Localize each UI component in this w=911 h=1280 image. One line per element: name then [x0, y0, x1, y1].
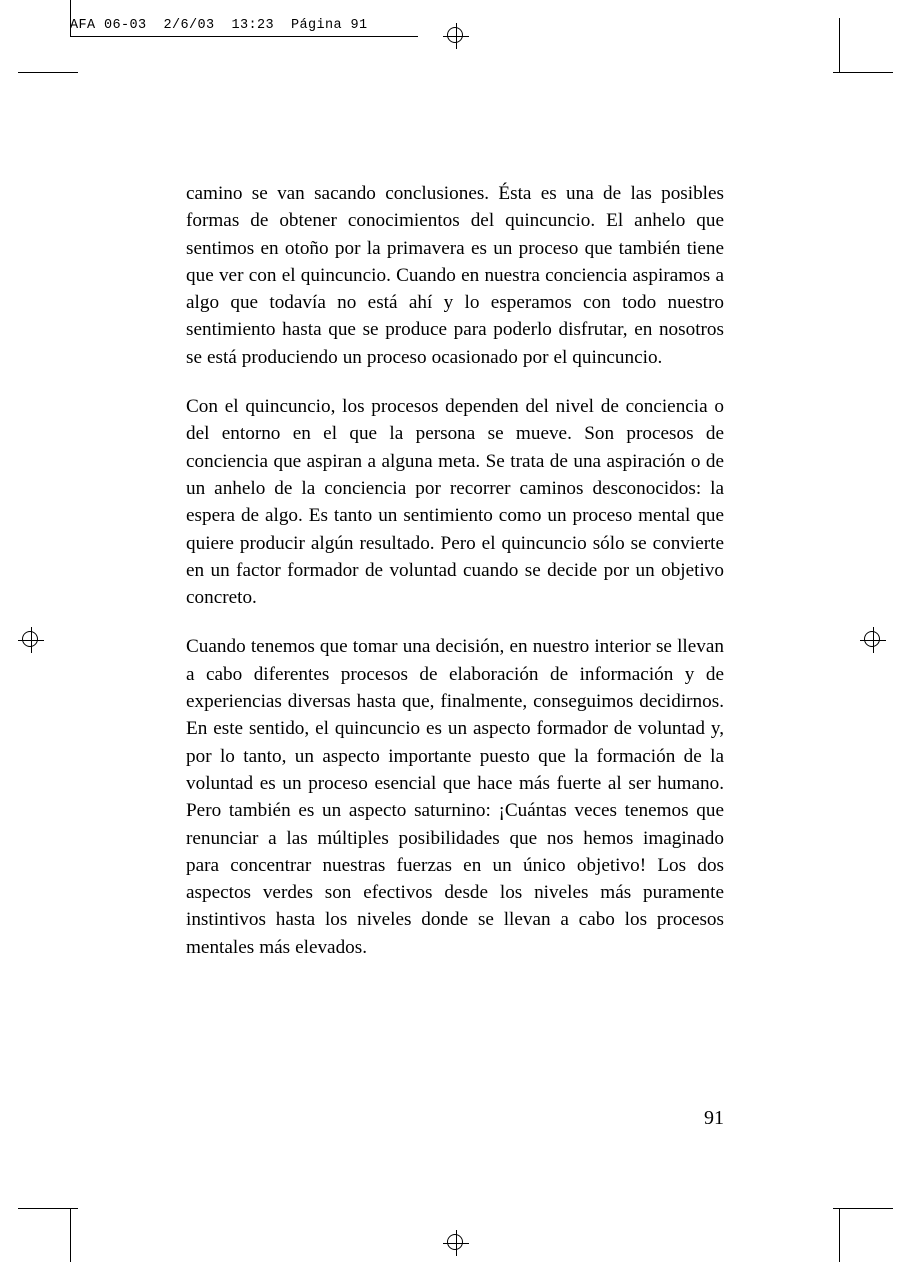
crop-mark-top-right-vertical — [839, 18, 840, 72]
crop-mark-bottom-right-horizontal — [833, 1208, 893, 1209]
registration-crosshair-vertical — [456, 1230, 457, 1256]
registration-mark-right — [860, 627, 886, 653]
slug-underline — [70, 36, 418, 37]
registration-crosshair-vertical — [873, 627, 874, 653]
registration-crosshair-vertical — [456, 23, 457, 49]
paragraph-1: camino se van sacando conclusiones. Ésta es una de las posibles formas de obtener conocimientos del quincuncio. El anhelo que sentimos en otoño por la primavera es un proceso que también tiene que ver con el quincuncio. Cuando en nuestra conciencia aspiramos a algo que todavía no está ahí y lo esperamos con todo nuestro sentimiento hasta que se produce para poderlo disfrutar, en nosotros se está produciendo un proceso ocasionado por el quincuncio. — [186, 183, 724, 368]
slug-line: AFA 06-03 2/6/03 13:23 Página 91 — [70, 18, 368, 33]
registration-mark-bottom — [443, 1230, 469, 1256]
paragraph-2: Con el quincuncio, los procesos dependen del nivel de conciencia o del entorno en el que la persona se mueve. Son procesos de conciencia que aspiran a alguna meta. Se trata de una aspiración o de un anhelo de la conciencia por recorrer caminos desconocidos: la espera de algo. Es tanto un sentimiento como un proceso mental que quiere producir algún resultado. Pero el quincuncio sólo se convierte en un factor formador de voluntad cuando se decide por un objetivo concreto. — [186, 396, 724, 609]
registration-mark-left — [18, 627, 44, 653]
crop-mark-bottom-left-vertical — [70, 1208, 71, 1262]
crop-mark-bottom-left-horizontal — [18, 1208, 78, 1209]
page-number: 91 — [704, 1107, 724, 1129]
registration-crosshair-vertical — [31, 627, 32, 653]
registration-mark-top — [443, 23, 469, 49]
paragraph-3: Cuando tenemos que tomar una decisión, en nuestro interior se llevan a cabo diferentes procesos de elaboración de información y de experiencias diversas hasta que, finalmente, conseguimos decidirnos. En este sentido, el quincuncio es un aspecto formador de voluntad y, por lo tanto, un aspecto importante puesto que la formación de la voluntad es un proceso esencial que hace más fuerte al ser humano. Pero también es un aspecto saturnino: ¡Cuántas veces tenemos que renunciar a las múltiples posibilidades que nos hemos imaginado para concentrar nuestras fuerzas en un único objetivo! Los dos aspectos verdes son efectivos desde los niveles más puramente instintivos hasta los niveles donde se llevan a cabo los procesos mentales más elevados. — [186, 636, 724, 958]
crop-mark-top-right-horizontal — [833, 72, 893, 73]
page-text-block — [186, 180, 724, 961]
crop-mark-bottom-right-vertical — [839, 1208, 840, 1262]
crop-mark-top-left-horizontal — [18, 72, 78, 73]
